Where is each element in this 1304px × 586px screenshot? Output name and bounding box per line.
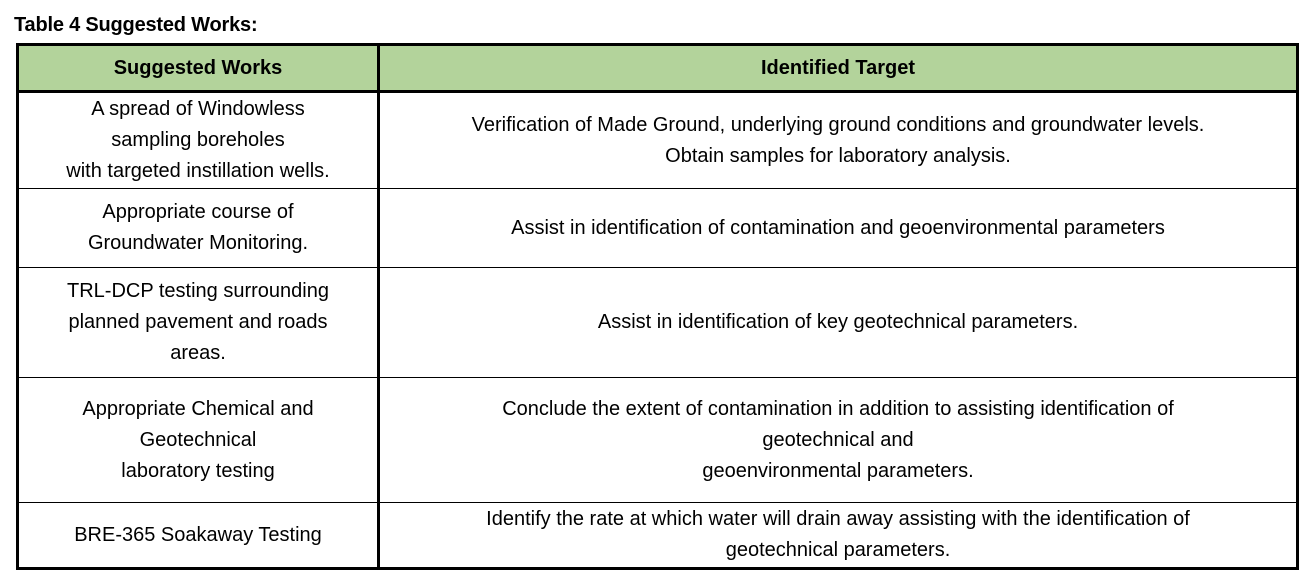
cell-line: Groundwater Monitoring. bbox=[87, 232, 309, 254]
cell-line: geotechnical parameters. bbox=[725, 539, 951, 561]
cell-line: areas. bbox=[170, 342, 226, 364]
header-identified-target: Identified Target bbox=[379, 45, 1298, 92]
cell-line: geotechnical and bbox=[762, 428, 914, 451]
identified-target-cell bbox=[379, 92, 1298, 189]
suggested-works-cell bbox=[18, 268, 379, 378]
identified-target-cell bbox=[379, 268, 1298, 378]
table-row bbox=[18, 189, 1298, 268]
cell-line: Identify the rate at which water will drain away assisting with the identification of bbox=[486, 508, 1190, 530]
cell-line: A spread of Windowless bbox=[91, 98, 305, 120]
cell-line: with targeted instillation wells. bbox=[66, 160, 330, 182]
cell-line: laboratory testing bbox=[121, 459, 275, 482]
cell-line: TRL-DCP testing surrounding bbox=[67, 280, 329, 302]
suggested-works-cell bbox=[18, 189, 379, 268]
cell-line: sampling boreholes bbox=[111, 129, 285, 151]
identified-target-cell bbox=[379, 503, 1298, 569]
cell-line: Obtain samples for laboratory analysis. bbox=[665, 144, 1011, 167]
cell-line: Conclude the extent of contamination in addition to assisting identification of bbox=[502, 397, 1174, 420]
table-caption: Table 4 Suggested Works: bbox=[14, 14, 258, 36]
cell-line: Assist in identification of key geotechnical parameters. bbox=[597, 311, 1079, 333]
identified-target-cell bbox=[379, 378, 1298, 503]
table-row bbox=[18, 378, 1298, 503]
suggested-works-cell bbox=[18, 503, 379, 569]
cell-line: Geotechnical bbox=[139, 428, 257, 451]
suggested-works-cell bbox=[18, 378, 379, 503]
cell-line: BRE-365 Soakaway Testing bbox=[74, 523, 322, 546]
cell-line: Assist in identification of contamination and geoenvironmental parameters bbox=[511, 216, 1165, 239]
table-header-row bbox=[18, 45, 1298, 92]
cell-line: geoenvironmental parameters. bbox=[702, 459, 974, 482]
header-suggested-works: Suggested Works bbox=[18, 45, 379, 92]
table-row bbox=[18, 268, 1298, 378]
cell-line: planned pavement and roads bbox=[68, 311, 328, 333]
identified-target-cell bbox=[379, 189, 1298, 268]
cell-line: Appropriate course of bbox=[102, 201, 294, 223]
cell-line: Appropriate Chemical and bbox=[82, 397, 314, 420]
table-row bbox=[18, 503, 1298, 569]
cell-line: Verification of Made Ground, underlying ground conditions and groundwater levels. bbox=[471, 113, 1205, 136]
suggested-works-cell bbox=[18, 92, 379, 189]
suggested-works-table bbox=[16, 43, 1299, 570]
table-row bbox=[18, 92, 1298, 189]
